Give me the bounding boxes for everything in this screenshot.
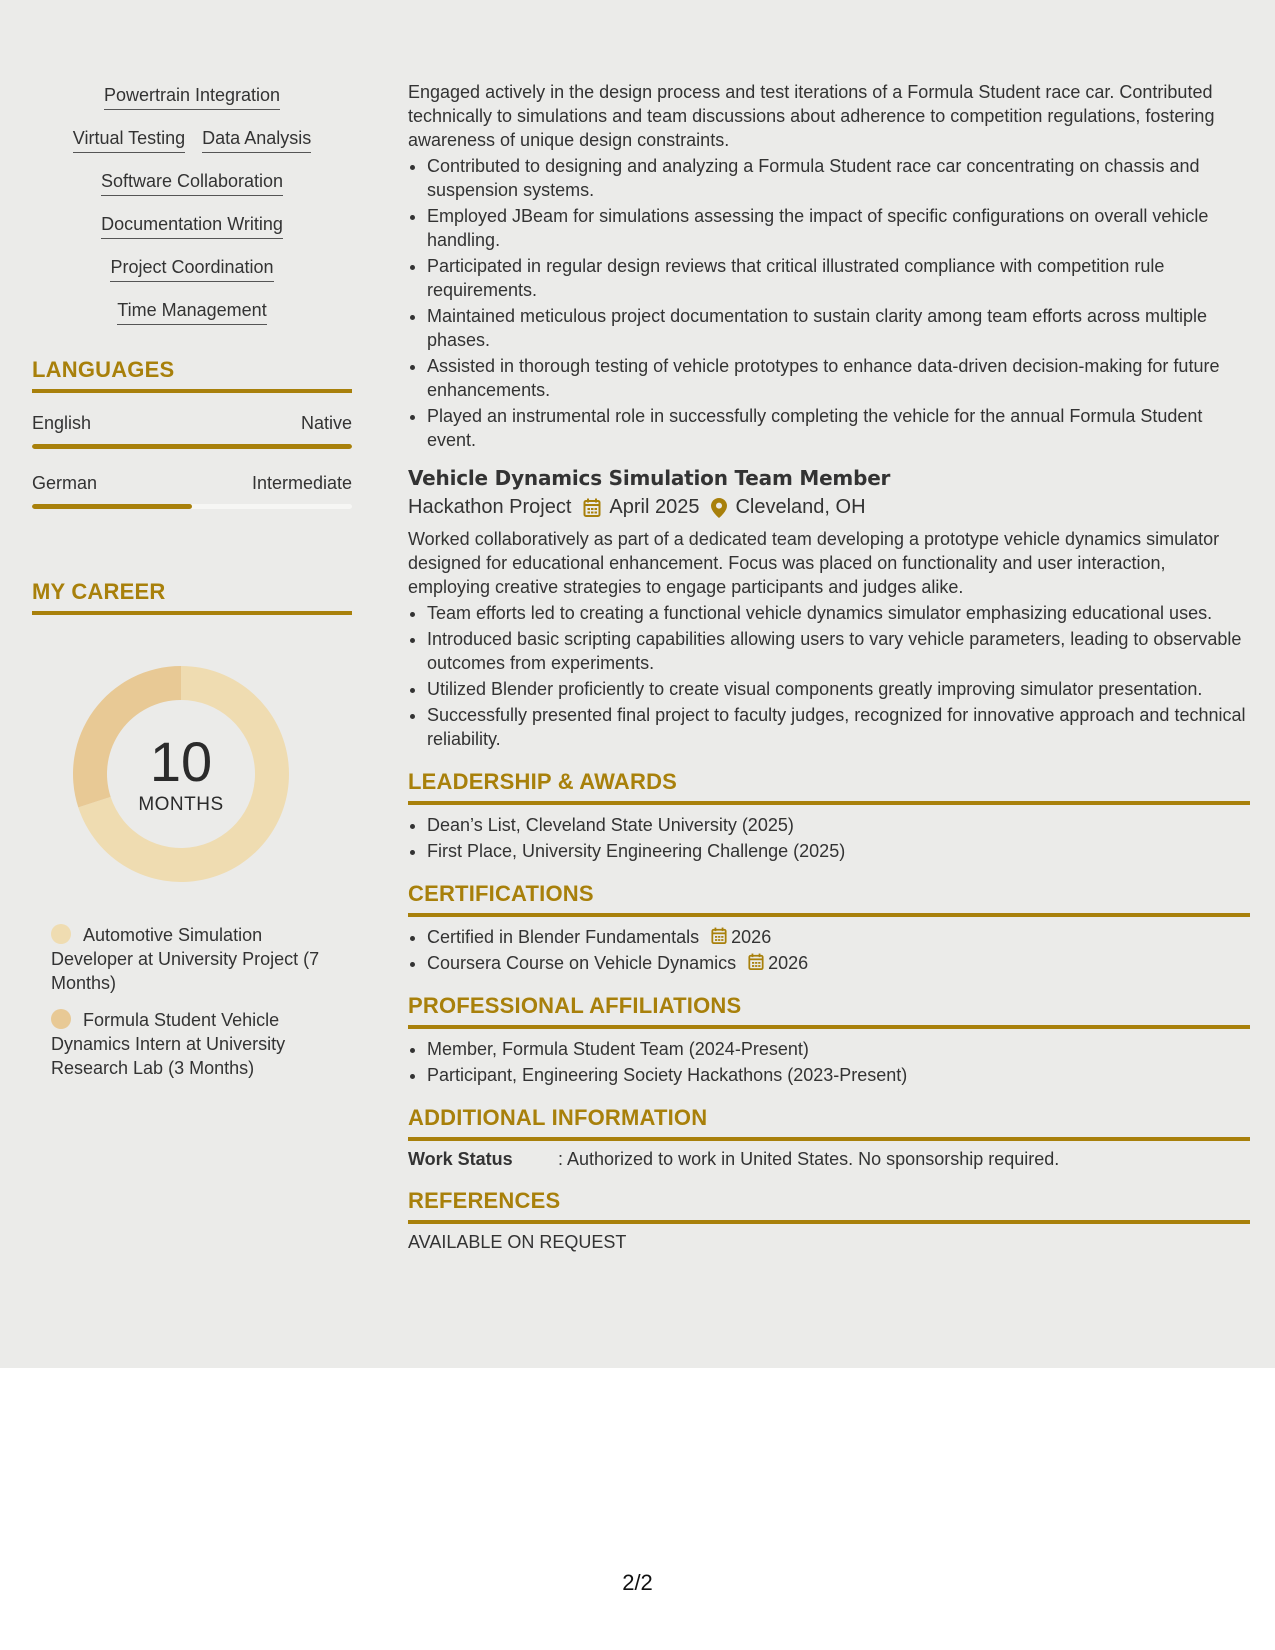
affiliation-item: • Participant, Engineering Society Hackathons (2023-Present) [427, 1063, 1250, 1087]
references-text: AVAILABLE ON REQUEST [408, 1232, 627, 1252]
award-item: • Dean’s List, Cleveland State University (2025) [427, 813, 1250, 837]
skill-row [32, 299, 352, 325]
legend-item [51, 923, 321, 995]
experience-intro: Engaged actively in the design process and test iterations of a Formula Student race car. Contributed technically to simulations and team discussions about adherence to competition regulations, fostering awareness of unique design constraints. [408, 82, 1215, 150]
career-legend [51, 923, 321, 1080]
role-location: Cleveland, OH [735, 496, 866, 518]
skill-row [32, 256, 352, 282]
experience-bullets [427, 154, 1250, 452]
legend-label: Formula Student Vehicle Dynamics Intern at University Research Lab (3 Months) [51, 1010, 286, 1078]
role-title: Vehicle Dynamics Simulation Team Member [408, 466, 891, 490]
certification-name: Certified in Blender Fundamentals [427, 927, 700, 947]
language-row [32, 413, 352, 434]
language-level: Intermediate [251, 473, 352, 493]
skills-list [32, 84, 352, 325]
page-number: 2/2 [622, 1570, 653, 1595]
career-section [32, 579, 352, 1080]
career-total-unit: MONTHS [138, 794, 224, 815]
legend-dot [51, 1009, 71, 1029]
bullet-item: • Successfully presented final project to faculty judges, recognized for innovative approach and technical reliability. [427, 703, 1250, 751]
skill-row [32, 127, 352, 153]
affiliation-item: • Member, Formula Student Team (2024-Present) [427, 1037, 1250, 1061]
skill-tag: Software Collaboration [101, 170, 283, 196]
section-divider [408, 913, 1250, 917]
leadership-list [427, 813, 1250, 863]
language-item [32, 413, 352, 449]
work-status-value: : Authorized to work in United States. No sponsorship required. [558, 1149, 1060, 1169]
role-summary: Worked collaboratively as part of a dedicated team developing a prototype vehicle dynamics simulator designed for educational enhancement. Focus was placed on functionality and user interaction, employing creative strategies to engage participants and judges alike. [408, 529, 1220, 597]
references-section [408, 1188, 1250, 1253]
skill-row [32, 84, 352, 110]
location-pin-icon [711, 498, 727, 518]
languages-section [32, 357, 352, 509]
languages-title: LANGUAGES [32, 357, 175, 382]
certification-name: Coursera Course on Vehicle Dynamics [427, 953, 737, 973]
bullet-item: • Played an instrumental role in successfully completing the vehicle for the annual Formula Student event. [427, 404, 1250, 452]
bullet-item: • Introduced basic scripting capabilities allowing users to vary vehicle parameters, leading to observable outcomes from experiments. [427, 627, 1250, 675]
bullet-item: • Utilized Blender proficiently to create visual components greatly improving simulator presentation. [427, 677, 1250, 701]
career-title: MY CAREER [32, 579, 166, 604]
role-organization: Hackathon Project [408, 496, 572, 518]
leadership-section [408, 769, 1250, 863]
certification-item [427, 925, 1250, 949]
bullet-item: • Participated in regular design reviews that critical illustrated compliance with competition rule requirements. [427, 254, 1250, 302]
skill-tag: Virtual Testing [73, 127, 185, 153]
language-level: Native [300, 413, 352, 433]
section-divider [408, 801, 1250, 805]
skill-tag: Data Analysis [202, 127, 311, 153]
language-bar-fill [32, 504, 192, 509]
language-name: German [32, 473, 98, 493]
work-status-row [408, 1149, 1250, 1170]
certifications-title: CERTIFICATIONS [408, 881, 594, 906]
additional-info-title: ADDITIONAL INFORMATION [408, 1105, 708, 1130]
right-column [408, 80, 1250, 1253]
language-item [32, 473, 352, 509]
skill-tag: Documentation Writing [101, 213, 283, 239]
language-row [32, 473, 352, 494]
legend-item [51, 1008, 321, 1080]
career-donut [66, 659, 296, 889]
skill-tag: Project Coordination [110, 256, 273, 282]
section-divider [408, 1025, 1250, 1029]
section-divider [408, 1137, 1250, 1141]
section-divider [32, 389, 352, 393]
certification-item [427, 951, 1250, 975]
role-date: April 2025 [609, 496, 700, 518]
affiliations-section [408, 993, 1250, 1087]
calendar-icon [748, 953, 764, 971]
bullet-item: • Employed JBeam for simulations assessing the impact of specific configurations on overall vehicle handling. [427, 204, 1250, 252]
language-bar-fill [32, 444, 352, 449]
language-name: English [32, 413, 92, 433]
bullet-item: • Assisted in thorough testing of vehicle prototypes to enhance data-driven decision-making for future enhancements. [427, 354, 1250, 402]
legend-dot [51, 924, 71, 944]
section-divider [408, 1220, 1250, 1224]
role-bullets [427, 601, 1250, 751]
affiliations-list [427, 1037, 1250, 1087]
certification-year: 2026 [768, 953, 809, 973]
award-item: • First Place, University Engineering Challenge (2025) [427, 839, 1250, 863]
bullet-item: • Team efforts led to creating a functional vehicle dynamics simulator emphasizing educational uses. [427, 601, 1250, 625]
language-bar [32, 504, 352, 509]
certification-year: 2026 [731, 927, 772, 947]
work-status-label: Work Status [408, 1149, 513, 1169]
calendar-icon [583, 498, 601, 518]
references-title: REFERENCES [408, 1188, 561, 1213]
section-divider [32, 611, 352, 615]
bullet-item: • Contributed to designing and analyzing a Formula Student race car concentrating on chassis and suspension systems. [427, 154, 1250, 202]
additional-info-section [408, 1105, 1250, 1170]
donut-center [66, 659, 296, 889]
certifications-list [427, 925, 1250, 975]
language-bar [32, 444, 352, 449]
skill-tag: Powertrain Integration [104, 84, 280, 110]
role-meta [408, 496, 1250, 519]
skill-row [32, 170, 352, 196]
skill-row [32, 213, 352, 239]
affiliations-title: PROFESSIONAL AFFILIATIONS [408, 993, 742, 1018]
left-column [32, 84, 352, 1093]
career-total-value: 10 [149, 730, 213, 793]
leadership-title: LEADERSHIP & AWARDS [408, 769, 678, 794]
legend-label: Automotive Simulation Developer at University Project (7 Months) [51, 925, 320, 993]
skill-tag: Time Management [117, 299, 266, 325]
bullet-item: • Maintained meticulous project documentation to sustain clarity among team efforts across multiple phases. [427, 304, 1250, 352]
certifications-section [408, 881, 1250, 975]
calendar-icon [711, 927, 727, 945]
